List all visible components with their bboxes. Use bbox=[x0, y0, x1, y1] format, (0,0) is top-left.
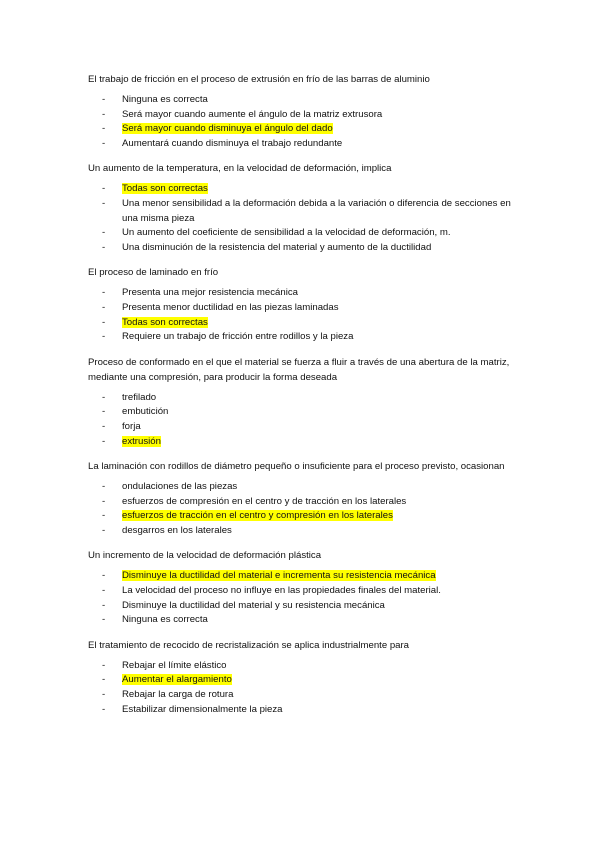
option-list bbox=[88, 569, 528, 627]
dash-bullet: - bbox=[102, 391, 106, 403]
option-item bbox=[88, 405, 528, 420]
option-item bbox=[88, 659, 528, 674]
dash-bullet: - bbox=[102, 227, 106, 239]
dash-bullet: - bbox=[102, 524, 106, 536]
question-2 bbox=[88, 161, 528, 255]
option-text: Ninguna es correcta bbox=[122, 94, 208, 105]
document-content bbox=[88, 72, 528, 727]
option-item bbox=[88, 330, 528, 345]
question-6 bbox=[88, 548, 528, 627]
option-item bbox=[88, 137, 528, 152]
option-item bbox=[88, 301, 528, 316]
option-item bbox=[88, 480, 528, 495]
option-item bbox=[88, 93, 528, 108]
dash-bullet: - bbox=[102, 495, 106, 507]
dash-bullet: - bbox=[102, 137, 106, 149]
option-list bbox=[88, 93, 528, 151]
option-text: Estabilizar dimensionalmente la pieza bbox=[122, 703, 283, 715]
option-text: embutición bbox=[122, 406, 169, 418]
option-item bbox=[88, 122, 528, 137]
option-item bbox=[88, 584, 528, 599]
option-item bbox=[88, 197, 528, 226]
dash-bullet: - bbox=[102, 331, 106, 343]
option-text: desgarros en los laterales bbox=[122, 524, 232, 536]
option-text-highlighted: extrusión bbox=[122, 435, 161, 447]
option-text-highlighted: Todas son correctas bbox=[122, 316, 208, 328]
dash-bullet: - bbox=[102, 241, 106, 253]
option-text-highlighted: esfuerzos de tracción en el centro y compresión en los laterales bbox=[122, 510, 393, 522]
dash-bullet: - bbox=[102, 420, 106, 432]
dash-bullet: - bbox=[102, 123, 106, 135]
option-item bbox=[88, 241, 528, 256]
dash-bullet: - bbox=[102, 183, 106, 195]
option-text: Rebajar el límite elástico bbox=[122, 659, 227, 671]
option-text: Ninguna es correcta bbox=[122, 614, 208, 626]
question-text: La laminación con rodillos de diámetro pequeño o insuficiente para el proceso previsto, ocasionan bbox=[88, 461, 505, 473]
dash-bullet: - bbox=[102, 659, 106, 671]
option-text: Una disminución de la resistencia del material y aumento de la ductilidad bbox=[122, 241, 432, 253]
dash-bullet: - bbox=[102, 570, 106, 582]
option-text: esfuerzos de compresión en el centro y de tracción en los laterales bbox=[122, 495, 407, 507]
dash-bullet: - bbox=[102, 435, 106, 447]
question-5 bbox=[88, 459, 528, 538]
question-7 bbox=[88, 638, 528, 717]
option-item bbox=[88, 182, 528, 197]
option-list bbox=[88, 286, 528, 344]
option-text: Una menor sensibilidad a la deformación debida a la variación o diferencia de secciones en una misma pieza bbox=[122, 197, 511, 224]
option-item bbox=[88, 316, 528, 331]
dash-bullet: - bbox=[102, 108, 106, 120]
option-text: Disminuye la ductilidad del material y su resistencia mecánica bbox=[122, 599, 385, 611]
dash-bullet: - bbox=[102, 406, 106, 418]
question-1 bbox=[88, 72, 528, 151]
option-item bbox=[88, 524, 528, 539]
option-text: Requiere un trabajo de fricción entre rodillos y la pieza bbox=[122, 331, 354, 343]
option-item bbox=[88, 391, 528, 406]
dash-bullet: - bbox=[102, 614, 106, 626]
option-text-highlighted: Todas son correctas bbox=[122, 183, 208, 195]
option-list bbox=[88, 182, 528, 255]
option-item bbox=[88, 703, 528, 718]
dash-bullet: - bbox=[102, 510, 106, 522]
option-item bbox=[88, 509, 528, 524]
option-list bbox=[88, 659, 528, 717]
option-item bbox=[88, 599, 528, 614]
option-text: forja bbox=[122, 420, 141, 432]
dash-bullet: - bbox=[102, 703, 106, 715]
option-text: ondulaciones de las piezas bbox=[122, 481, 238, 493]
dash-bullet: - bbox=[102, 287, 106, 299]
dash-bullet: - bbox=[102, 316, 106, 328]
question-text: El tratamiento de recocido de recristalización se aplica industrialmente para bbox=[88, 639, 410, 651]
option-item bbox=[88, 569, 528, 584]
option-item bbox=[88, 226, 528, 241]
question-text: El trabajo de fricción en el proceso de extrusión en frío de las barras de aluminio bbox=[88, 74, 430, 85]
option-item bbox=[88, 108, 528, 123]
option-text: Presenta menor ductilidad en las piezas laminadas bbox=[122, 301, 339, 313]
question-3 bbox=[88, 265, 528, 344]
question-text: Un incremento de la velocidad de deformación plástica bbox=[88, 550, 322, 562]
option-list bbox=[88, 480, 528, 538]
question-text: Proceso de conformado en el que el material se fuerza a fluir a través de una abertura de la matriz, mediante una compresión, para producir la forma deseada bbox=[88, 356, 510, 383]
question-text: El proceso de laminado en frío bbox=[88, 267, 219, 279]
dash-bullet: - bbox=[102, 599, 106, 611]
option-text: Rebajar la carga de rotura bbox=[122, 689, 234, 701]
dash-bullet: - bbox=[102, 674, 106, 686]
option-item bbox=[88, 495, 528, 510]
dash-bullet: - bbox=[102, 301, 106, 313]
option-item bbox=[88, 613, 528, 628]
option-item bbox=[88, 286, 528, 301]
option-text-highlighted: Será mayor cuando disminuya el ángulo del dado bbox=[122, 123, 333, 135]
option-text: trefilado bbox=[122, 391, 157, 403]
dash-bullet: - bbox=[102, 197, 106, 209]
option-text: Aumentará cuando disminuya el trabajo redundante bbox=[122, 137, 343, 149]
dash-bullet: - bbox=[102, 689, 106, 701]
option-text-highlighted: Disminuye la ductilidad del material e incrementa su resistencia mecánica bbox=[122, 570, 436, 582]
option-item bbox=[88, 435, 528, 450]
dash-bullet: - bbox=[102, 94, 106, 105]
option-text-highlighted: Aumentar el alargamiento bbox=[122, 674, 232, 686]
dash-bullet: - bbox=[102, 585, 106, 597]
option-text: Un aumento del coeficiente de sensibilidad a la velocidad de deformación, m. bbox=[122, 227, 451, 239]
option-item bbox=[88, 420, 528, 435]
option-text: Será mayor cuando aumente el ángulo de la matriz extrusora bbox=[122, 108, 383, 120]
question-text: Un aumento de la temperatura, en la velocidad de deformación, implica bbox=[88, 163, 392, 175]
option-item bbox=[88, 688, 528, 703]
question-4 bbox=[88, 355, 528, 449]
option-text: La velocidad del proceso no influye en las propiedades finales del material. bbox=[122, 585, 441, 597]
dash-bullet: - bbox=[102, 481, 106, 493]
option-item bbox=[88, 673, 528, 688]
option-list bbox=[88, 391, 528, 449]
option-text: Presenta una mejor resistencia mecánica bbox=[122, 287, 298, 299]
